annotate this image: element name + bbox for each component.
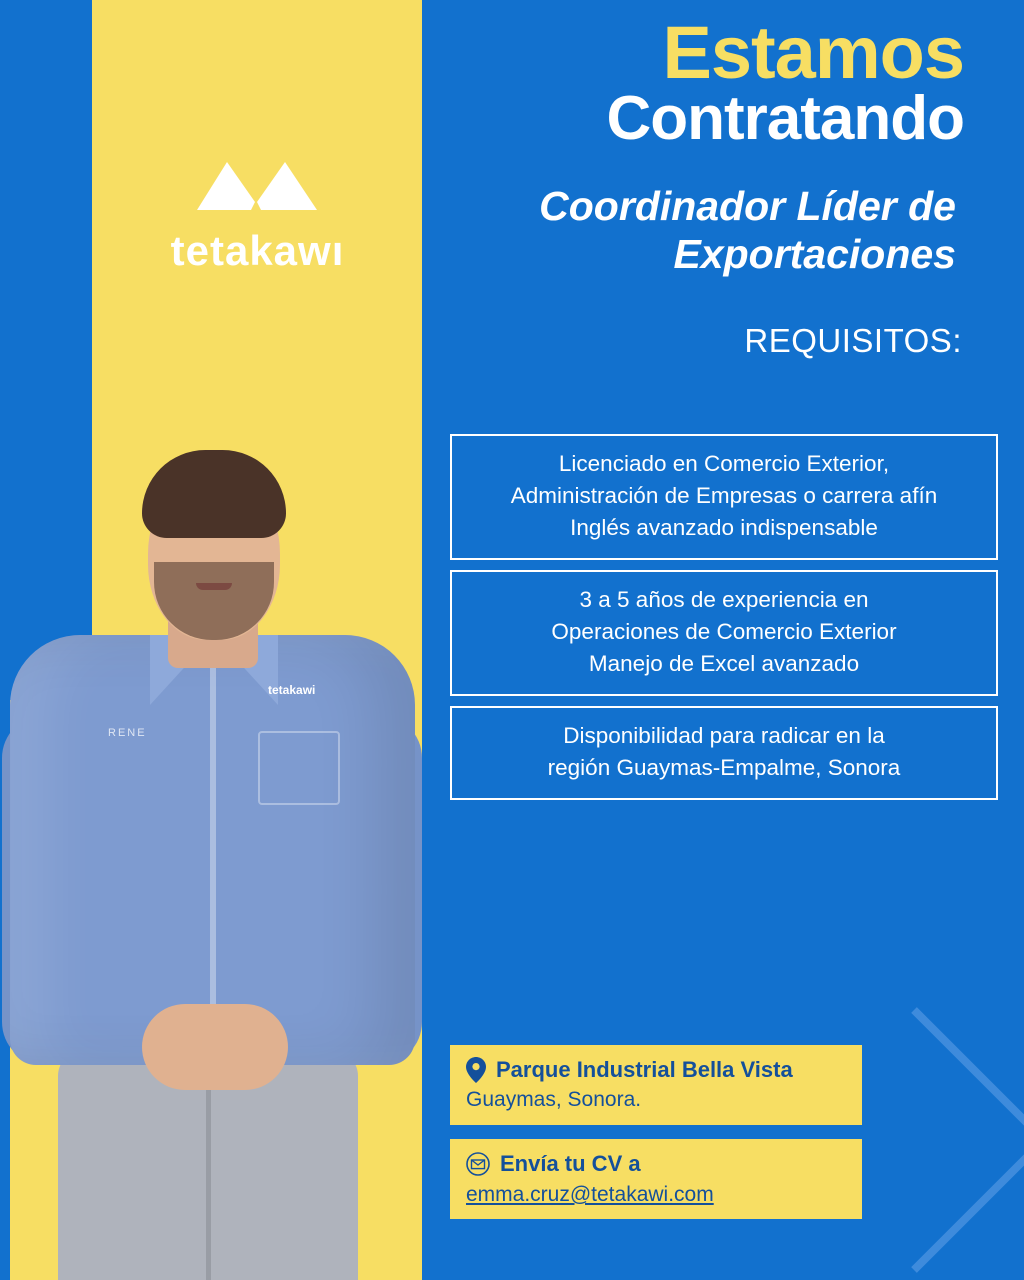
cv-label: Envía tu CV a xyxy=(500,1150,641,1176)
photo-hair xyxy=(142,450,286,538)
shirt-logo xyxy=(268,683,315,697)
requirement-line: Inglés avanzado indispensable xyxy=(570,514,878,540)
photo-hands xyxy=(142,1004,288,1090)
requirement-item xyxy=(450,434,998,560)
shirt-logo-text: tetakawi xyxy=(268,683,316,697)
photo-mouth xyxy=(196,583,232,590)
requirement-item xyxy=(450,570,998,696)
requirement-line: Administración de Empresas o carrera afín xyxy=(510,482,938,508)
map-pin-icon xyxy=(466,1057,486,1083)
employee-photo xyxy=(0,440,430,1280)
brand-wordmark: tetakawı xyxy=(170,227,345,274)
photo-shirt-pocket xyxy=(258,731,340,805)
requirements-list xyxy=(450,434,998,810)
requirement-line: 3 a 5 años de experiencia en xyxy=(579,586,869,612)
headline-estamos: Estamos xyxy=(662,11,964,94)
job-title xyxy=(456,182,956,279)
requirement-line: región Guaymas-Empalme, Sonora xyxy=(547,754,901,780)
poster-content-column xyxy=(440,0,1024,1280)
email-link[interactable]: emma.cruz@tetakawi.com xyxy=(466,1182,714,1206)
job-title-line-1: Coordinador Líder xyxy=(539,183,897,229)
location-title: Parque Industrial Bella Vista xyxy=(496,1057,793,1082)
brand-logo xyxy=(150,150,365,272)
requirement-line: Licenciado en Comercio Exterior, xyxy=(558,451,890,476)
requirements-label: REQUISITOS: xyxy=(744,322,962,359)
job-title-line-2: de Exportaciones xyxy=(673,183,956,278)
shirt-name-badge: RENE xyxy=(108,727,147,739)
cv-box xyxy=(450,1139,862,1219)
requirement-item xyxy=(450,706,998,800)
location-box xyxy=(450,1045,862,1125)
location-subtitle: Guaymas, Sonora. xyxy=(466,1088,642,1112)
requirement-line: Disponibilidad para radicar en la xyxy=(563,722,885,748)
contact-section xyxy=(450,1045,862,1233)
envelope-icon xyxy=(466,1152,490,1176)
tetakawi-mark-icon xyxy=(193,150,323,214)
photo-shirt xyxy=(10,635,415,1065)
requirement-line: Manejo de Excel avanzado xyxy=(588,650,860,676)
headline-contratando: Contratando xyxy=(606,84,964,153)
requirement-line: Operaciones de Comercio Exterior xyxy=(551,618,897,644)
